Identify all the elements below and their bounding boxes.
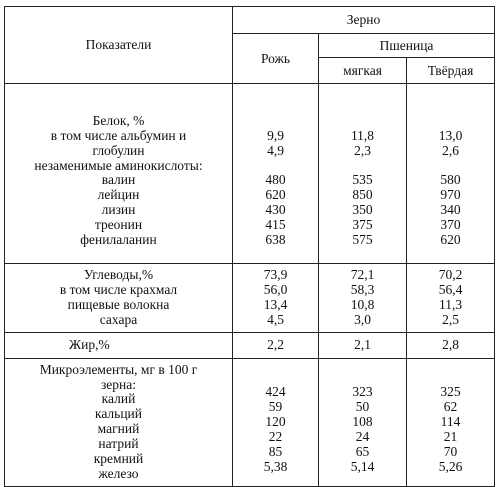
value-cell: 9,9 <box>267 127 284 143</box>
row-label: треонин <box>94 217 143 233</box>
value-cell <box>233 159 318 174</box>
row-label: натрий <box>98 436 139 452</box>
section-labels <box>5 358 233 486</box>
section-labels <box>5 332 233 358</box>
header-wheat: Пшеница <box>319 34 495 58</box>
value-cell: 5,26 <box>438 458 463 474</box>
soft-wheat-values <box>319 332 407 358</box>
value-cell: 70 <box>443 443 458 459</box>
value-cell: 85 <box>268 443 283 459</box>
value-cell: 56,0 <box>263 281 288 297</box>
value-cell: 340 <box>440 202 461 218</box>
grain-composition-table <box>4 6 495 487</box>
row-label: зерна: <box>100 376 137 392</box>
rye-values <box>233 358 319 486</box>
row-label: Белок, % <box>92 112 145 128</box>
value-cell: 535 <box>352 172 373 188</box>
header-indicators: Показатели <box>5 7 233 84</box>
value-cell: 11,8 <box>350 127 375 143</box>
row-label: лизин <box>101 202 136 218</box>
row-label: железо <box>98 465 139 481</box>
value-cell <box>407 159 494 174</box>
row-label: фенилаланин <box>80 232 157 248</box>
value-cell: 120 <box>265 413 286 429</box>
value-cell: 10,8 <box>350 296 375 312</box>
value-cell <box>407 114 494 129</box>
row-label: сахара <box>99 311 138 327</box>
value-cell: 2,2 <box>267 336 284 352</box>
header-soft-wheat: мягкая <box>319 58 407 84</box>
section-microelements <box>5 358 495 486</box>
value-cell: 850 <box>352 187 373 203</box>
value-cell: 50 <box>355 398 370 414</box>
row-label: Микроэлементы, мг в 100 г <box>39 361 198 377</box>
value-cell: 58,3 <box>350 281 375 297</box>
row-label: Жир,% <box>69 336 110 352</box>
row-label: кремний <box>93 451 144 467</box>
value-cell: 21 <box>443 428 458 444</box>
value-cell: 323 <box>352 383 373 399</box>
row-label: в том числе альбумин и <box>50 127 187 143</box>
value-cell: 480 <box>265 172 286 188</box>
row-label: лейцин <box>97 187 140 203</box>
row-label: пищевые волокна <box>67 296 170 312</box>
soft-wheat-values <box>319 358 407 486</box>
section-protein <box>5 84 495 264</box>
section-labels <box>5 84 233 264</box>
value-cell: 970 <box>440 187 461 203</box>
value-cell: 59 <box>268 398 283 414</box>
value-cell: 2,6 <box>442 142 459 158</box>
value-cell: 424 <box>265 383 286 399</box>
value-cell: 575 <box>352 232 373 248</box>
value-cell <box>319 114 406 129</box>
row-label: магний <box>97 421 140 437</box>
hard-wheat-values <box>407 358 495 486</box>
value-cell: 350 <box>352 202 373 218</box>
header-grain: Зерно <box>233 7 495 34</box>
value-cell: 11,3 <box>438 296 463 312</box>
header-rye: Рожь <box>233 34 319 84</box>
value-cell: 62 <box>443 398 458 414</box>
value-cell <box>319 159 406 174</box>
value-cell: 2,5 <box>442 311 459 327</box>
value-cell: 620 <box>440 232 461 248</box>
value-cell: 430 <box>265 202 286 218</box>
value-cell: 70,2 <box>438 267 463 282</box>
value-cell: 108 <box>352 413 373 429</box>
row-label: в том числе крахмал <box>59 281 178 297</box>
hard-wheat-values <box>407 84 495 264</box>
value-cell: 13,4 <box>263 296 288 312</box>
header-hard-wheat: Твёрдая <box>407 58 495 84</box>
rye-values <box>233 332 319 358</box>
value-cell: 3,0 <box>354 311 371 327</box>
value-cell: 2,8 <box>442 336 459 352</box>
section-fat <box>5 332 495 358</box>
value-cell: 2,3 <box>354 142 371 158</box>
hard-wheat-values <box>407 264 495 333</box>
value-cell: 73,9 <box>263 267 288 282</box>
value-cell: 72,1 <box>350 267 375 282</box>
value-cell: 375 <box>352 217 373 233</box>
value-cell: 638 <box>265 232 286 248</box>
value-cell: 370 <box>440 217 461 233</box>
value-cell: 580 <box>440 172 461 188</box>
value-cell: 65 <box>355 443 370 459</box>
soft-wheat-values <box>319 264 407 333</box>
value-cell <box>233 114 318 129</box>
row-label: кальций <box>94 406 143 422</box>
row-label: валин <box>101 172 136 188</box>
value-cell: 22 <box>268 428 283 444</box>
row-label: глобулин <box>92 142 145 158</box>
value-cell: 24 <box>355 428 370 444</box>
value-cell: 2,1 <box>354 336 371 352</box>
section-carbohydrates <box>5 264 495 333</box>
soft-wheat-values <box>319 84 407 264</box>
value-cell: 114 <box>440 413 461 429</box>
value-cell: 5,38 <box>263 458 288 474</box>
rye-values <box>233 264 319 333</box>
value-cell: 13,0 <box>438 127 463 143</box>
row-label: незаменимые аминокислоты: <box>34 157 203 173</box>
value-cell: 56,4 <box>438 281 463 297</box>
value-cell: 4,9 <box>267 142 284 158</box>
section-labels <box>5 264 233 333</box>
row-label: Углеводы,% <box>83 267 154 282</box>
value-cell: 5,14 <box>350 458 375 474</box>
rye-values <box>233 84 319 264</box>
value-cell: 415 <box>265 217 286 233</box>
value-cell: 620 <box>265 187 286 203</box>
hard-wheat-values <box>407 332 495 358</box>
row-label: калий <box>101 391 136 407</box>
value-cell: 325 <box>440 383 461 399</box>
value-cell: 4,5 <box>267 311 284 327</box>
